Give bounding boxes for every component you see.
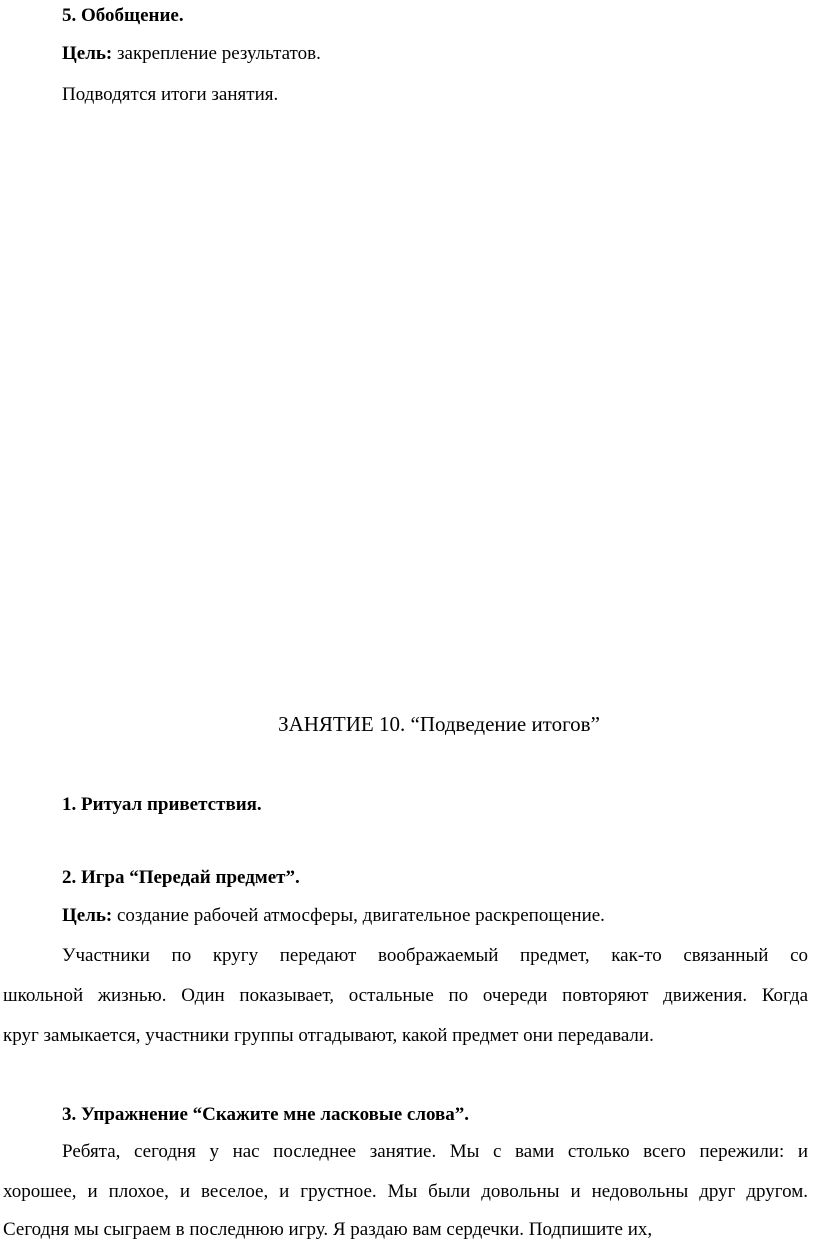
item-2-paragraph-line: школьной жизнью. Один показывает, остальные по очереди повторяют движения. Когда bbox=[3, 985, 808, 1006]
goal-text: создание рабочей атмосферы, двигательное раскрепощение. bbox=[112, 905, 605, 926]
item-3-heading: 3. Упражнение “Скажите мне ласковые слова”. bbox=[62, 1104, 470, 1125]
section-5-heading: 5. Обобщение. bbox=[62, 5, 184, 26]
item-3-paragraph-line: Сегодня мы сыграем в последнюю игру. Я раздаю вам сердечки. Подпишите их, bbox=[3, 1219, 653, 1240]
section-5-summary: Подводятся итоги занятия. bbox=[62, 84, 279, 105]
goal-label: Цель: bbox=[62, 43, 113, 64]
item-2-paragraph-line: круг замыкается, участники группы отгадывают, какой предмет они передавали. bbox=[3, 1025, 654, 1046]
item-2-heading: 2. Игра “Передай предмет”. bbox=[62, 867, 300, 888]
lesson-title: ЗАНЯТИЕ 10. “Подведение итогов” bbox=[278, 712, 600, 736]
section-5-goal bbox=[62, 44, 321, 63]
goal-label: Цель: bbox=[62, 905, 113, 926]
item-2-goal bbox=[62, 906, 605, 925]
item-1-heading: 1. Ритуал приветствия. bbox=[62, 794, 262, 815]
item-3-paragraph-line: Ребята, сегодня у нас последнее занятие. Мы с вами столько всего пережили: и bbox=[62, 1141, 808, 1162]
item-2-paragraph-line: Участники по кругу передают воображаемый предмет, как-то связанный со bbox=[62, 945, 808, 966]
item-3-paragraph-line: хорошее, и плохое, и веселое, и грустное. Мы были довольны и недовольны друг другом. bbox=[3, 1181, 808, 1202]
goal-text: закрепление результатов. bbox=[112, 43, 321, 64]
